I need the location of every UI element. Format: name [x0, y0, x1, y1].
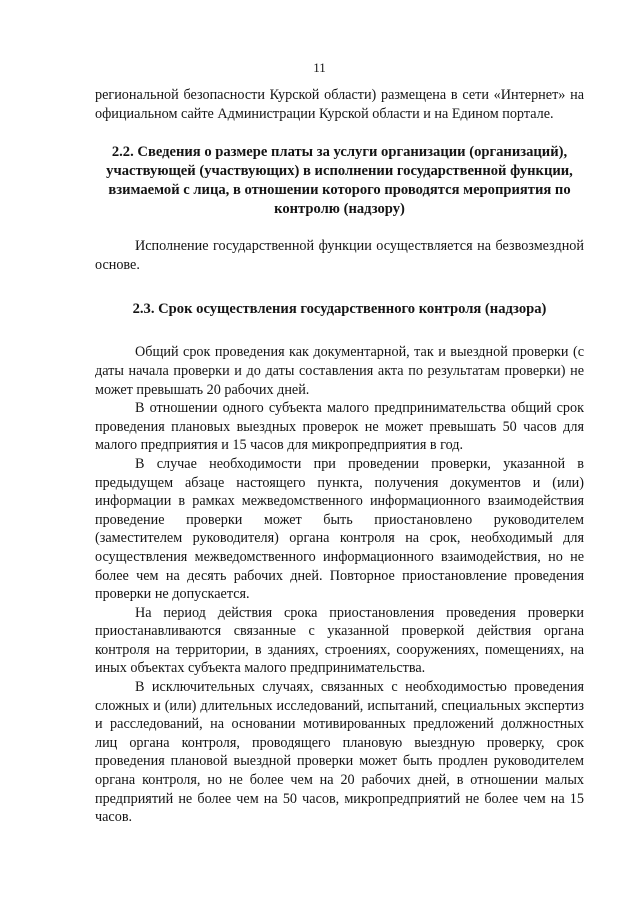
intro-paragraph: региональной безопасности Курской области) размещена в сети «Интернет» на официальном сайте Администрации Курской области и на Едином портале. [95, 87, 584, 122]
section-2-3-heading: 2.3. Срок осуществления государственного контроля (надзора) [132, 301, 547, 318]
section-2-2-paragraph: Исполнение государственной функции осуществляется на безвозмездной основе. [95, 238, 584, 273]
section-2-3-paragraph: В случае необходимости при проведении проверки, указанной в предыдущем абзаце настоящего пункта, получения документов и (или) информации в рамках межведомственного информационного взаимодействия проведение проверки может быть приостановлено руководителем (заместителем руководителя) органа контроля на срок, необходимый для осуществления межведомственного информационного взаимодействия, но не более чем на десять рабочих дней. Повторное приостановление проведения проверки не допускается. [95, 455, 584, 603]
document-body [95, 86, 584, 827]
section-2-3-paragraph: Общий срок проведения как документарной, так и выездной проверки (с даты начала проверки и до даты составления акта по результатам проверки) не может превышать 20 рабочих дней. [95, 344, 584, 398]
section-2-2-heading: 2.2. Сведения о размере платы за услуги организации (организаций), участвующей (участвующих) в исполнении государственной функции, взимаемой с лица, в отношении которого проводятся мероприятия по контролю (надзору) [106, 144, 573, 218]
page-number: 11 [313, 60, 326, 75]
section-2-3-paragraph: На период действия срока приостановления проведения проверки приостанавливаются связанные с указанной проверкой действия органа контроля на территории, в зданиях, строениях, сооружениях, помещениях, на иных объектах субъекта малого предпринимательства. [95, 604, 584, 677]
section-2-3-paragraph: В отношении одного субъекта малого предпринимательства общий срок проведения плановых выездных проверок не может превышать 50 часов для малого предприятия и 15 часов для микропредприятия в год. [95, 400, 584, 454]
section-2-3-paragraph: В исключительных случаях, связанных с необходимостью проведения сложных и (или) длительных исследований, испытаний, специальных экспертиз и расследований, на основании мотивированных предложений должностных лиц органа контроля, проводящего плановую выездную проверку, срок проведения плановой выездной проверки может быть продлен руководителем органа контроля, но не более чем на 20 рабочих дней, в отношении малых предприятий не более чем на 50 часов, микропредприятий не более чем на 15 часов. [95, 679, 584, 826]
